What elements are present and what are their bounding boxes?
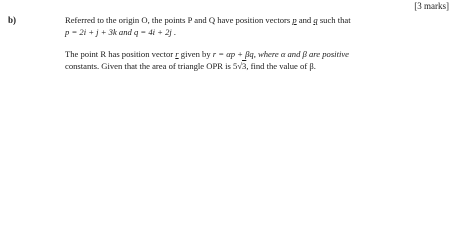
vector-definitions: p = 2i + j + 3k and q = 4i + 2j . (65, 27, 177, 37)
line1-pre: Referred to the origin O, the points P and Q have position vectors (65, 15, 293, 25)
question-line-1 (65, 15, 351, 26)
vector-p: p (292, 15, 297, 25)
line1-and: and (296, 15, 314, 25)
sqrt-icon: √ (237, 61, 243, 71)
question-line-4 (65, 61, 316, 72)
part-label: b) (8, 15, 17, 25)
question-page (0, 0, 459, 93)
question-line-2 (65, 27, 176, 38)
vector-q: q (313, 15, 318, 25)
line1-post: such that (317, 15, 351, 25)
vector-r: r (175, 49, 179, 59)
area-radicand: 3 (242, 61, 247, 71)
line3-mid: given by (178, 49, 213, 59)
area-coefficient: 5 (233, 61, 238, 71)
line3-pre: The point R has position vector (65, 49, 176, 59)
marks-label: [3 marks] (414, 1, 449, 11)
line4-post: , find the value of β. (246, 61, 316, 71)
line4-pre: constants. Given that the area of triangle OPR is (65, 61, 234, 71)
question-line-3 (65, 49, 349, 60)
r-formula: r = αp + βq (212, 49, 254, 59)
line3-post: , where α and β are positive (253, 49, 349, 59)
